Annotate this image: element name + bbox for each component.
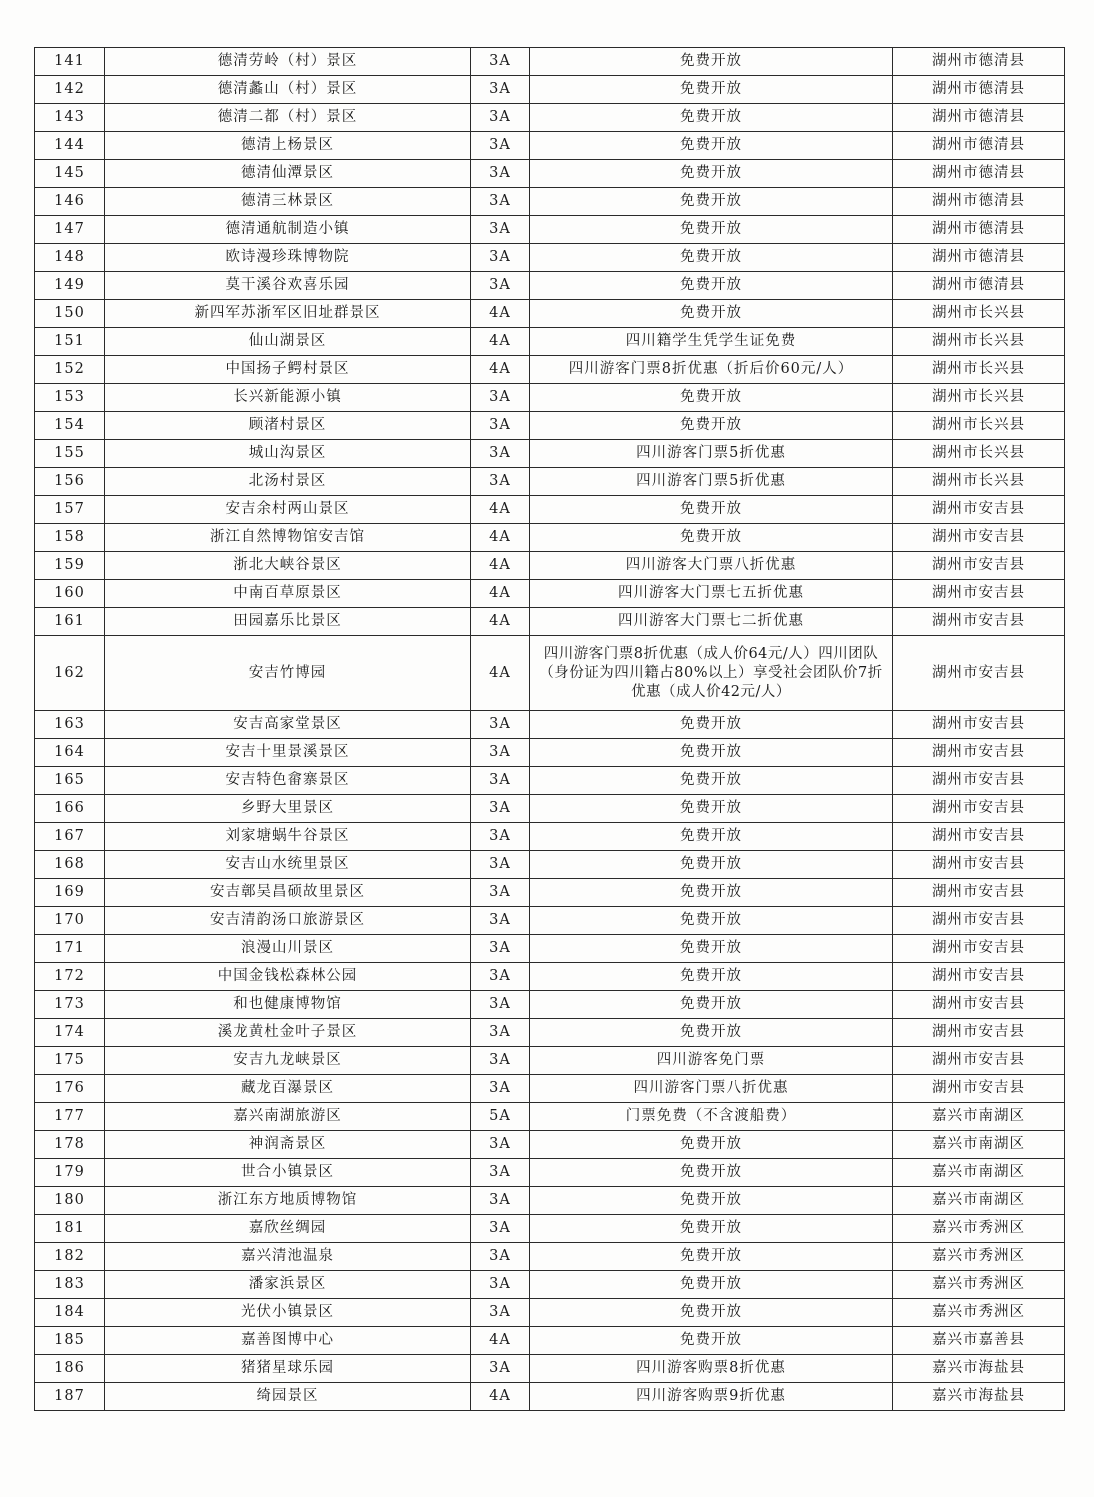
cell-scenic-name: 潘家浜景区 <box>105 1271 471 1299</box>
table-row <box>35 636 1065 711</box>
cell-grade: 3A <box>471 440 530 468</box>
cell-scenic-name: 长兴新能源小镇 <box>105 384 471 412</box>
cell-region: 湖州市安吉县 <box>893 907 1065 935</box>
cell-number: 174 <box>35 1019 105 1047</box>
cell-scenic-name: 莫干溪谷欢喜乐园 <box>105 272 471 300</box>
cell-region: 湖州市安吉县 <box>893 608 1065 636</box>
cell-region: 湖州市安吉县 <box>893 496 1065 524</box>
cell-grade: 5A <box>471 1103 530 1131</box>
cell-policy: 免费开放 <box>530 739 893 767</box>
cell-region: 湖州市德清县 <box>893 160 1065 188</box>
table-row <box>35 552 1065 580</box>
cell-grade: 4A <box>471 580 530 608</box>
cell-region: 嘉兴市秀洲区 <box>893 1215 1065 1243</box>
cell-policy: 免费开放 <box>530 104 893 132</box>
cell-scenic-name: 安吉特色畲寨景区 <box>105 767 471 795</box>
cell-policy: 免费开放 <box>530 935 893 963</box>
table-row <box>35 963 1065 991</box>
cell-grade: 3A <box>471 851 530 879</box>
cell-region: 嘉兴市海盐县 <box>893 1383 1065 1411</box>
cell-region: 湖州市长兴县 <box>893 328 1065 356</box>
cell-region: 湖州市德清县 <box>893 48 1065 76</box>
cell-scenic-name: 安吉鄣吴昌硕故里景区 <box>105 879 471 907</box>
cell-scenic-name: 城山沟景区 <box>105 440 471 468</box>
cell-grade: 3A <box>471 384 530 412</box>
cell-grade: 3A <box>471 1187 530 1215</box>
cell-number: 177 <box>35 1103 105 1131</box>
table-row <box>35 851 1065 879</box>
cell-grade: 3A <box>471 991 530 1019</box>
table-row <box>35 1047 1065 1075</box>
cell-number: 144 <box>35 132 105 160</box>
cell-grade: 3A <box>471 823 530 851</box>
cell-number: 141 <box>35 48 105 76</box>
cell-scenic-name: 德清劳岭（村）景区 <box>105 48 471 76</box>
cell-scenic-name: 仙山湖景区 <box>105 328 471 356</box>
cell-scenic-name: 猪猪星球乐园 <box>105 1355 471 1383</box>
table-row <box>35 1103 1065 1131</box>
cell-policy: 免费开放 <box>530 823 893 851</box>
cell-region: 湖州市安吉县 <box>893 580 1065 608</box>
table-row <box>35 1327 1065 1355</box>
cell-grade: 3A <box>471 1355 530 1383</box>
cell-grade: 3A <box>471 1075 530 1103</box>
table-row <box>35 1075 1065 1103</box>
cell-scenic-name: 嘉善图博中心 <box>105 1327 471 1355</box>
cell-grade: 3A <box>471 1215 530 1243</box>
cell-region: 嘉兴市秀洲区 <box>893 1271 1065 1299</box>
cell-policy: 免费开放 <box>530 272 893 300</box>
cell-scenic-name: 嘉兴南湖旅游区 <box>105 1103 471 1131</box>
cell-policy: 免费开放 <box>530 1243 893 1271</box>
cell-region: 湖州市德清县 <box>893 272 1065 300</box>
table-row <box>35 496 1065 524</box>
cell-grade: 3A <box>471 244 530 272</box>
cell-scenic-name: 德清蠡山（村）景区 <box>105 76 471 104</box>
cell-number: 158 <box>35 524 105 552</box>
cell-region: 湖州市安吉县 <box>893 823 1065 851</box>
cell-grade: 3A <box>471 188 530 216</box>
cell-number: 180 <box>35 1187 105 1215</box>
cell-region: 湖州市德清县 <box>893 104 1065 132</box>
table-row <box>35 1131 1065 1159</box>
cell-grade: 3A <box>471 104 530 132</box>
cell-policy: 四川游客购票9折优惠 <box>530 1383 893 1411</box>
cell-policy: 免费开放 <box>530 496 893 524</box>
cell-scenic-name: 藏龙百瀑景区 <box>105 1075 471 1103</box>
cell-region: 湖州市安吉县 <box>893 935 1065 963</box>
table-row <box>35 76 1065 104</box>
cell-number: 171 <box>35 935 105 963</box>
cell-scenic-name: 田园嘉乐比景区 <box>105 608 471 636</box>
cell-policy: 免费开放 <box>530 1299 893 1327</box>
cell-region: 湖州市长兴县 <box>893 384 1065 412</box>
cell-number: 169 <box>35 879 105 907</box>
cell-number: 161 <box>35 608 105 636</box>
cell-number: 142 <box>35 76 105 104</box>
cell-number: 173 <box>35 991 105 1019</box>
cell-grade: 4A <box>471 1383 530 1411</box>
cell-policy: 四川游客门票8折优惠（折后价60元/人） <box>530 356 893 384</box>
cell-grade: 4A <box>471 328 530 356</box>
cell-region: 嘉兴市南湖区 <box>893 1187 1065 1215</box>
table-row <box>35 711 1065 739</box>
table-row <box>35 1299 1065 1327</box>
cell-number: 184 <box>35 1299 105 1327</box>
cell-region: 湖州市安吉县 <box>893 711 1065 739</box>
cell-number: 154 <box>35 412 105 440</box>
cell-number: 166 <box>35 795 105 823</box>
cell-policy: 免费开放 <box>530 991 893 1019</box>
cell-number: 164 <box>35 739 105 767</box>
cell-grade: 4A <box>471 300 530 328</box>
cell-policy: 免费开放 <box>530 1019 893 1047</box>
cell-scenic-name: 刘家塘蜗牛谷景区 <box>105 823 471 851</box>
cell-scenic-name: 溪龙黄杜金叶子景区 <box>105 1019 471 1047</box>
cell-policy: 四川游客门票八折优惠 <box>530 1075 893 1103</box>
table-row <box>35 1215 1065 1243</box>
cell-policy: 免费开放 <box>530 1215 893 1243</box>
cell-number: 170 <box>35 907 105 935</box>
table-row <box>35 384 1065 412</box>
cell-scenic-name: 北汤村景区 <box>105 468 471 496</box>
cell-policy: 四川游客门票5折优惠 <box>530 440 893 468</box>
table-row <box>35 356 1065 384</box>
cell-number: 157 <box>35 496 105 524</box>
cell-region: 嘉兴市秀洲区 <box>893 1243 1065 1271</box>
cell-number: 179 <box>35 1159 105 1187</box>
cell-region: 湖州市安吉县 <box>893 851 1065 879</box>
cell-scenic-name: 安吉余村两山景区 <box>105 496 471 524</box>
table-row <box>35 300 1065 328</box>
cell-policy: 门票免费（不含渡船费） <box>530 1103 893 1131</box>
scenic-area-table <box>34 47 1065 1411</box>
table-row <box>35 440 1065 468</box>
cell-region: 嘉兴市南湖区 <box>893 1131 1065 1159</box>
cell-number: 149 <box>35 272 105 300</box>
cell-grade: 3A <box>471 739 530 767</box>
cell-scenic-name: 世合小镇景区 <box>105 1159 471 1187</box>
cell-number: 186 <box>35 1355 105 1383</box>
cell-scenic-name: 嘉兴清池温泉 <box>105 1243 471 1271</box>
cell-number: 160 <box>35 580 105 608</box>
table-row <box>35 991 1065 1019</box>
cell-grade: 3A <box>471 1159 530 1187</box>
cell-number: 181 <box>35 1215 105 1243</box>
cell-number: 172 <box>35 963 105 991</box>
cell-region: 湖州市安吉县 <box>893 524 1065 552</box>
table-row <box>35 1383 1065 1411</box>
cell-number: 168 <box>35 851 105 879</box>
cell-scenic-name: 嘉欣丝绸园 <box>105 1215 471 1243</box>
cell-region: 湖州市长兴县 <box>893 300 1065 328</box>
cell-grade: 3A <box>471 935 530 963</box>
table-row <box>35 48 1065 76</box>
cell-policy: 免费开放 <box>530 851 893 879</box>
cell-grade: 4A <box>471 1327 530 1355</box>
cell-region: 嘉兴市秀洲区 <box>893 1299 1065 1327</box>
table-body <box>35 48 1065 1411</box>
cell-scenic-name: 浙江东方地质博物馆 <box>105 1187 471 1215</box>
cell-number: 183 <box>35 1271 105 1299</box>
cell-policy: 免费开放 <box>530 1187 893 1215</box>
table-row <box>35 795 1065 823</box>
cell-region: 湖州市安吉县 <box>893 767 1065 795</box>
cell-grade: 3A <box>471 216 530 244</box>
cell-grade: 3A <box>471 468 530 496</box>
cell-region: 湖州市长兴县 <box>893 356 1065 384</box>
table-row <box>35 1271 1065 1299</box>
cell-grade: 3A <box>471 272 530 300</box>
cell-region: 湖州市长兴县 <box>893 468 1065 496</box>
cell-region: 湖州市安吉县 <box>893 552 1065 580</box>
cell-grade: 3A <box>471 160 530 188</box>
cell-grade: 3A <box>471 1299 530 1327</box>
cell-region: 湖州市德清县 <box>893 132 1065 160</box>
cell-scenic-name: 和也健康博物馆 <box>105 991 471 1019</box>
table-row <box>35 1187 1065 1215</box>
cell-scenic-name: 德清二都（村）景区 <box>105 104 471 132</box>
cell-grade: 3A <box>471 412 530 440</box>
cell-number: 163 <box>35 711 105 739</box>
table-row <box>35 580 1065 608</box>
cell-scenic-name: 德清通航制造小镇 <box>105 216 471 244</box>
cell-policy: 免费开放 <box>530 412 893 440</box>
table-row <box>35 272 1065 300</box>
cell-number: 143 <box>35 104 105 132</box>
cell-number: 182 <box>35 1243 105 1271</box>
cell-policy: 四川游客大门票七二折优惠 <box>530 608 893 636</box>
cell-number: 187 <box>35 1383 105 1411</box>
cell-grade: 3A <box>471 1019 530 1047</box>
cell-region: 湖州市长兴县 <box>893 412 1065 440</box>
cell-number: 153 <box>35 384 105 412</box>
table-row <box>35 1159 1065 1187</box>
cell-scenic-name: 乡野大里景区 <box>105 795 471 823</box>
table-row <box>35 1243 1065 1271</box>
cell-policy: 免费开放 <box>530 1159 893 1187</box>
cell-grade: 3A <box>471 48 530 76</box>
cell-number: 159 <box>35 552 105 580</box>
cell-number: 185 <box>35 1327 105 1355</box>
cell-policy: 免费开放 <box>530 1327 893 1355</box>
cell-scenic-name: 神润斋景区 <box>105 1131 471 1159</box>
cell-grade: 3A <box>471 879 530 907</box>
cell-grade: 4A <box>471 552 530 580</box>
cell-scenic-name: 德清三林景区 <box>105 188 471 216</box>
cell-scenic-name: 新四军苏浙军区旧址群景区 <box>105 300 471 328</box>
cell-grade: 3A <box>471 1047 530 1075</box>
table-row <box>35 823 1065 851</box>
cell-number: 152 <box>35 356 105 384</box>
cell-number: 176 <box>35 1075 105 1103</box>
table-row <box>35 608 1065 636</box>
cell-scenic-name: 安吉九龙峡景区 <box>105 1047 471 1075</box>
cell-policy: 免费开放 <box>530 160 893 188</box>
cell-number: 151 <box>35 328 105 356</box>
table-row <box>35 739 1065 767</box>
table-row <box>35 935 1065 963</box>
cell-grade: 3A <box>471 711 530 739</box>
table-row <box>35 244 1065 272</box>
cell-grade: 4A <box>471 636 530 711</box>
table-row <box>35 468 1065 496</box>
table-row <box>35 1355 1065 1383</box>
cell-grade: 3A <box>471 963 530 991</box>
cell-policy: 四川游客大门票八折优惠 <box>530 552 893 580</box>
cell-region: 湖州市德清县 <box>893 244 1065 272</box>
cell-scenic-name: 浙北大峡谷景区 <box>105 552 471 580</box>
cell-grade: 3A <box>471 132 530 160</box>
cell-region: 嘉兴市海盐县 <box>893 1355 1065 1383</box>
cell-grade: 3A <box>471 907 530 935</box>
table-row <box>35 907 1065 935</box>
cell-number: 150 <box>35 300 105 328</box>
cell-number: 146 <box>35 188 105 216</box>
cell-number: 165 <box>35 767 105 795</box>
cell-scenic-name: 绮园景区 <box>105 1383 471 1411</box>
cell-policy: 免费开放 <box>530 216 893 244</box>
cell-region: 嘉兴市南湖区 <box>893 1159 1065 1187</box>
cell-policy: 四川游客免门票 <box>530 1047 893 1075</box>
table-row <box>35 1019 1065 1047</box>
cell-region: 湖州市德清县 <box>893 76 1065 104</box>
cell-scenic-name: 安吉山水统里景区 <box>105 851 471 879</box>
cell-policy: 免费开放 <box>530 879 893 907</box>
cell-policy: 四川游客门票5折优惠 <box>530 468 893 496</box>
cell-number: 178 <box>35 1131 105 1159</box>
cell-region: 湖州市安吉县 <box>893 1019 1065 1047</box>
cell-policy: 免费开放 <box>530 963 893 991</box>
cell-policy: 免费开放 <box>530 795 893 823</box>
table-row <box>35 328 1065 356</box>
table-row <box>35 412 1065 440</box>
cell-scenic-name: 光伏小镇景区 <box>105 1299 471 1327</box>
cell-number: 156 <box>35 468 105 496</box>
cell-policy: 免费开放 <box>530 524 893 552</box>
cell-policy: 免费开放 <box>530 1271 893 1299</box>
cell-policy: 四川游客大门票七五折优惠 <box>530 580 893 608</box>
cell-number: 147 <box>35 216 105 244</box>
cell-region: 湖州市德清县 <box>893 216 1065 244</box>
cell-scenic-name: 安吉十里景溪景区 <box>105 739 471 767</box>
cell-region: 湖州市安吉县 <box>893 879 1065 907</box>
cell-policy: 免费开放 <box>530 188 893 216</box>
cell-grade: 3A <box>471 1271 530 1299</box>
cell-region: 湖州市德清县 <box>893 188 1065 216</box>
cell-number: 145 <box>35 160 105 188</box>
cell-scenic-name: 浙江自然博物馆安吉馆 <box>105 524 471 552</box>
cell-scenic-name: 欧诗漫珍珠博物院 <box>105 244 471 272</box>
table-row <box>35 879 1065 907</box>
cell-number: 155 <box>35 440 105 468</box>
cell-policy: 免费开放 <box>530 1131 893 1159</box>
cell-region: 湖州市安吉县 <box>893 991 1065 1019</box>
cell-grade: 3A <box>471 767 530 795</box>
table-row <box>35 524 1065 552</box>
cell-grade: 4A <box>471 524 530 552</box>
cell-number: 167 <box>35 823 105 851</box>
cell-policy: 免费开放 <box>530 300 893 328</box>
cell-region: 湖州市安吉县 <box>893 963 1065 991</box>
table-row <box>35 160 1065 188</box>
cell-policy: 免费开放 <box>530 244 893 272</box>
cell-number: 175 <box>35 1047 105 1075</box>
cell-number: 162 <box>35 636 105 711</box>
cell-grade: 3A <box>471 76 530 104</box>
cell-grade: 4A <box>471 496 530 524</box>
cell-policy: 免费开放 <box>530 132 893 160</box>
cell-scenic-name: 安吉高家堂景区 <box>105 711 471 739</box>
cell-region: 湖州市安吉县 <box>893 795 1065 823</box>
cell-grade: 3A <box>471 795 530 823</box>
cell-grade: 4A <box>471 608 530 636</box>
cell-region: 嘉兴市南湖区 <box>893 1103 1065 1131</box>
cell-policy: 免费开放 <box>530 711 893 739</box>
cell-region: 湖州市安吉县 <box>893 636 1065 711</box>
cell-grade: 3A <box>471 1131 530 1159</box>
cell-scenic-name: 德清仙潭景区 <box>105 160 471 188</box>
cell-policy: 四川游客购票8折优惠 <box>530 1355 893 1383</box>
cell-region: 嘉兴市嘉善县 <box>893 1327 1065 1355</box>
cell-scenic-name: 安吉清韵汤口旅游景区 <box>105 907 471 935</box>
cell-scenic-name: 中国扬子鳄村景区 <box>105 356 471 384</box>
cell-policy: 免费开放 <box>530 76 893 104</box>
cell-region: 湖州市安吉县 <box>893 1047 1065 1075</box>
cell-policy: 四川籍学生凭学生证免费 <box>530 328 893 356</box>
cell-scenic-name: 顾渚村景区 <box>105 412 471 440</box>
cell-scenic-name: 安吉竹博园 <box>105 636 471 711</box>
table-row <box>35 767 1065 795</box>
table-row <box>35 104 1065 132</box>
cell-region: 湖州市长兴县 <box>893 440 1065 468</box>
cell-policy: 四川游客门票8折优惠（成人价64元/人）四川团队（身份证为四川籍占80%以上）享受社会团队价7折优惠（成人价42元/人） <box>530 636 893 711</box>
cell-scenic-name: 中南百草原景区 <box>105 580 471 608</box>
cell-policy: 免费开放 <box>530 907 893 935</box>
cell-scenic-name: 浪漫山川景区 <box>105 935 471 963</box>
table-row <box>35 188 1065 216</box>
cell-number: 148 <box>35 244 105 272</box>
cell-region: 湖州市安吉县 <box>893 1075 1065 1103</box>
cell-grade: 3A <box>471 1243 530 1271</box>
table-row <box>35 132 1065 160</box>
cell-policy: 免费开放 <box>530 48 893 76</box>
cell-scenic-name: 德清上杨景区 <box>105 132 471 160</box>
cell-region: 湖州市安吉县 <box>893 739 1065 767</box>
cell-policy: 免费开放 <box>530 767 893 795</box>
table-row <box>35 216 1065 244</box>
cell-policy: 免费开放 <box>530 384 893 412</box>
cell-scenic-name: 中国金钱松森林公园 <box>105 963 471 991</box>
cell-grade: 4A <box>471 356 530 384</box>
